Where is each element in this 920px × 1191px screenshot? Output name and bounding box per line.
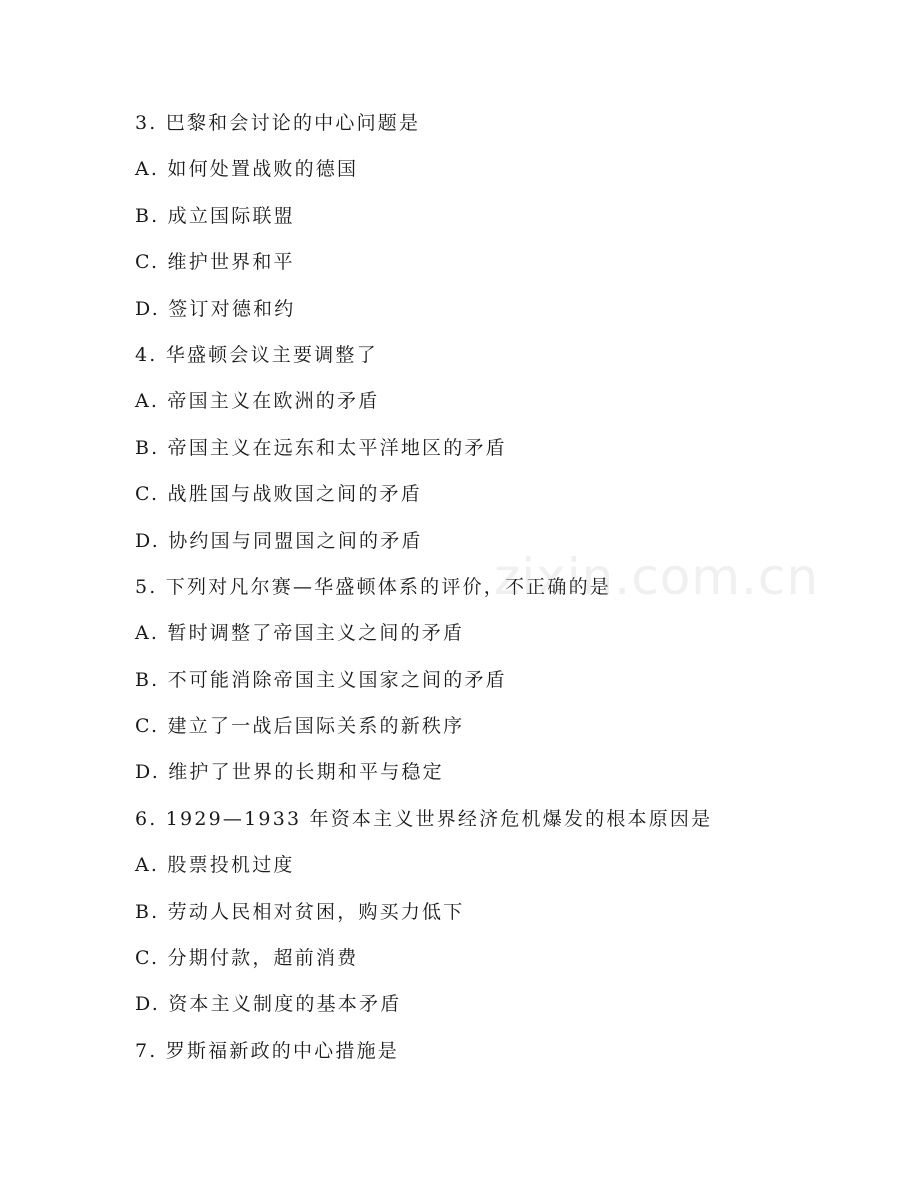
question-5-option-a: A. 暂时调整了帝国主义之间的矛盾 xyxy=(135,622,465,645)
question-6-option-d: D. 资本主义制度的基本矛盾 xyxy=(135,993,402,1016)
question-6-option-a: A. 股票投机过度 xyxy=(135,854,295,877)
question-3-option-d: D. 签订对德和约 xyxy=(135,297,296,320)
question-4-stem: 4. 华盛顿会议主要调整了 xyxy=(135,343,378,366)
watermark: zixin.com.cn xyxy=(494,548,820,606)
question-list xyxy=(135,106,712,1080)
question-3-option-a: A. 如何处置战败的德国 xyxy=(135,158,359,181)
question-4-option-c: C. 战胜国与战败国之间的矛盾 xyxy=(135,483,422,506)
question-5-option-d: D. 维护了世界的长期和平与稳定 xyxy=(135,761,444,784)
question-3-stem: 3. 巴黎和会讨论的中心问题是 xyxy=(135,112,421,134)
question-3-option-b: B. 成立国际联盟 xyxy=(135,204,295,227)
question-4-option-b: B. 帝国主义在远东和太平洋地区的矛盾 xyxy=(135,436,507,459)
question-4-option-a: A. 帝国主义在欧洲的矛盾 xyxy=(135,390,380,413)
question-5-stem: 5. 下列对凡尔赛—华盛顿体系的评价，不正确的是 xyxy=(135,575,611,598)
question-7-stem: 7. 罗斯福新政的中心措施是 xyxy=(135,1039,399,1062)
question-3-option-c: C. 维护世界和平 xyxy=(135,251,295,274)
question-5-option-b: B. 不可能消除帝国主义国家之间的矛盾 xyxy=(135,668,507,691)
question-6-stem: 6. 1929—1933 年资本主义世界经济危机爆发的根本原因是 xyxy=(135,807,713,830)
question-6-option-b: B. 劳动人民相对贫困，购买力低下 xyxy=(135,900,465,923)
question-6-option-c: C. 分期付款，超前消费 xyxy=(135,947,359,970)
question-5-option-c: C. 建立了一战后国际关系的新秩序 xyxy=(135,715,465,738)
question-4-option-d: D. 协约国与同盟国之间的矛盾 xyxy=(135,529,423,552)
